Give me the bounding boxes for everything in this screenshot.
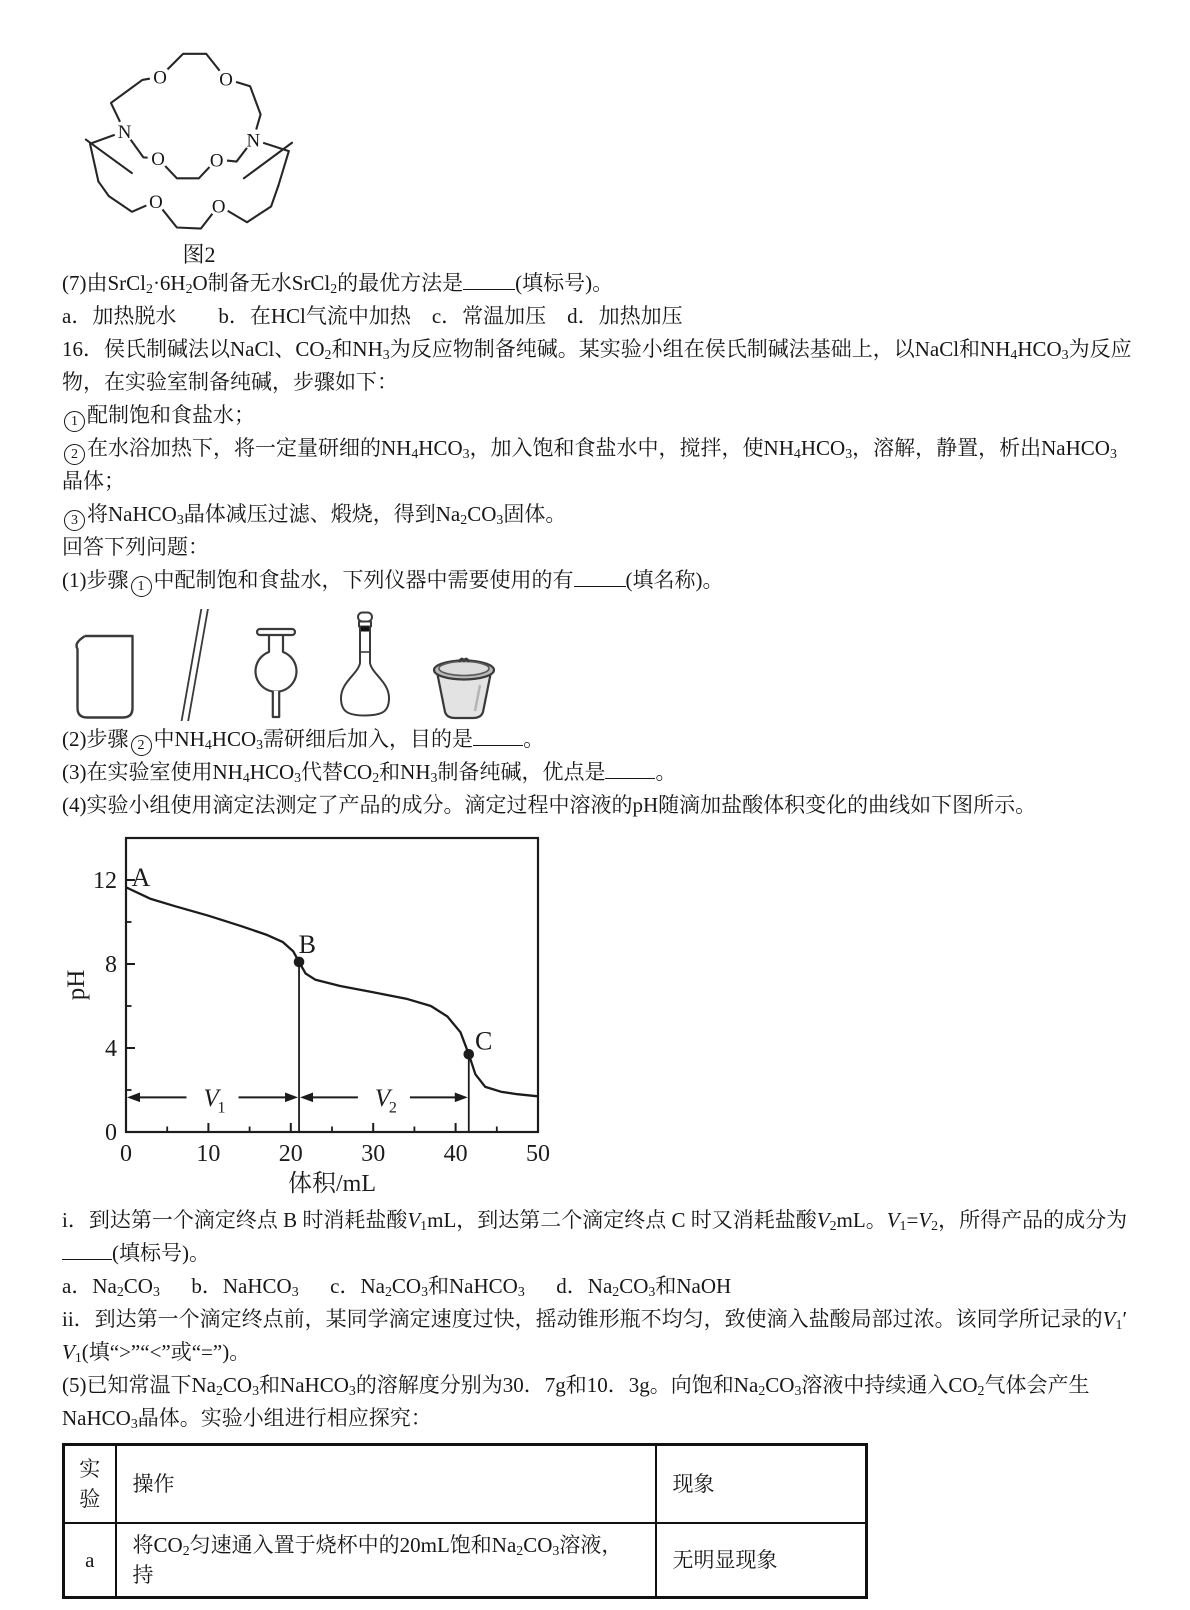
figure-caption: 图2 <box>182 242 216 267</box>
svg-text:O: O <box>209 150 224 172</box>
svg-text:8: 8 <box>105 952 117 978</box>
svg-text:O: O <box>151 149 165 171</box>
question-16-intro: 16．侯氏制碱法以NaCl、$CO_2$和$NH_3$为反应物制备纯碱。某实验小组在侯氏制碱法基础上，以NaCl和$NH_4HCO_3$为反应物，在实验室制备纯碱，步骤如下： <box>62 337 1132 394</box>
step-2: 2 在水浴加热下，将一定量研细的$NH_4HCO_3$，加入饱和食盐水中，搅拌，使$NH_4HCO_3$，溶解，静置，析出NaHCO$_3$晶体； <box>62 436 1117 493</box>
answer-prompt: 回答下列问题： <box>62 535 209 559</box>
svg-text:体积/mL: 体积/mL <box>288 1171 376 1197</box>
header-phenomenon: 现象 <box>656 1445 867 1523</box>
question-1: (1)步骤 1 中配制饱和食盐水，下列仪器中需要使用的有 (填名称)。 <box>62 564 1136 597</box>
header-experiment: 实验 <box>64 1445 116 1523</box>
row-a-phenomenon: 无明显现象 <box>656 1523 867 1598</box>
row-a-id: a <box>64 1523 116 1598</box>
svg-text:O: O <box>211 196 226 218</box>
svg-text:V: V <box>374 1084 391 1112</box>
step-3: 3 将NaHCO$_3$晶体减压过滤、煅烧，得到$Na_2CO_3$固体。 <box>62 498 1136 531</box>
molecule-structure-icon <box>76 14 306 239</box>
svg-text:O: O <box>153 67 167 89</box>
sub-question-ii: ii．到达第一个滴定终点前，某同学滴定速度过快，摇动锥形瓶不均匀，致使滴入盐酸局部过浓。该同学所记录的$V_1'$ $V_1$(填“>”“<”或“=”)。 <box>62 1307 1133 1366</box>
molecule-figure <box>76 14 322 267</box>
beaker-icon <box>72 633 138 721</box>
svg-text:O: O <box>149 192 163 214</box>
svg-text:2: 2 <box>388 1099 397 1117</box>
header-operation: 操作 <box>116 1445 656 1523</box>
svg-text:30: 30 <box>361 1141 386 1167</box>
svg-text:12: 12 <box>93 868 117 894</box>
sub-question-i: i．到达第一个滴定终点 B 时消耗盐酸$V_1mL$，到达第二个滴定终点 C 时又消耗盐酸$V_2mL$。$V_1=V_2$，所得产品的成分为(填标号)。 <box>62 1208 1128 1265</box>
svg-text:N: N <box>246 130 261 152</box>
svg-text:4: 4 <box>105 1036 117 1062</box>
question-5: (5)已知常温下$Na_2CO_3$和NaHCO$_3$的溶解度分别为30．7g和10．3g。向饱和$Na_2CO_3$溶液中持续通入$CO_2$气体会产生NaHCO$_3$晶体。实验小组进行相应探究： <box>62 1373 1090 1432</box>
step-1: 1 配制饱和食盐水； <box>62 399 1136 432</box>
svg-text:O: O <box>219 69 233 91</box>
svg-text:B: B <box>298 930 316 960</box>
svg-text:V: V <box>203 1084 219 1112</box>
question-4: (4)实验小组使用滴定法测定了产品的成分。滴定过程中溶液的pH随滴加盐酸体积变化的曲线如下图所示。 <box>62 793 1037 817</box>
svg-text:20: 20 <box>278 1141 303 1167</box>
svg-text:10: 10 <box>196 1141 221 1167</box>
titration-chart-svg <box>62 828 562 1198</box>
svg-text:0: 0 <box>120 1141 132 1167</box>
table-header-row <box>64 1445 867 1523</box>
question-2: (2)步骤 2 中$NH_4HCO_3$需研细后加入，目的是 。 <box>62 723 1136 756</box>
question-3: (3)在实验室使用$NH_4HCO_3$代替$CO_2$和$NH_3$制备纯碱，优点是 。 <box>62 760 677 786</box>
table-row <box>64 1523 867 1598</box>
svg-text:N: N <box>117 122 132 144</box>
separating-funnel-icon <box>252 625 300 721</box>
svg-text:1: 1 <box>217 1099 226 1117</box>
equipment-row <box>72 601 1136 721</box>
question-7-options: a．加热脱水 b．在HCl气流中加热 c．常温加压 d．加热加压 <box>62 304 683 328</box>
titration-chart <box>62 828 1136 1204</box>
volumetric-flask-icon <box>336 611 394 721</box>
glass-rod-icon <box>174 609 216 721</box>
crucible-icon <box>430 655 498 721</box>
row-a-operation: 将$CO_2$匀速通入置于烧杯中的20mL饱和$Na_2CO_3$溶液，持 <box>116 1523 656 1598</box>
svg-text:A: A <box>131 862 151 892</box>
svg-text:0: 0 <box>105 1120 117 1146</box>
sub-question-i-options: a．$Na_2CO_3$ b．NaHCO$_3$ c．$Na_2CO_3$和NaHCO$_3$ d．$Na_2CO_3$和NaOH <box>62 1274 732 1300</box>
question-7-text: (7)由$SrCl_2\cdot 6H_2O$制备无水SrCl$_2$的最优方法是 (填标号)。 <box>62 271 614 297</box>
svg-text:40: 40 <box>443 1141 468 1167</box>
svg-text:pH: pH <box>63 969 90 1001</box>
experiment-table <box>62 1443 868 1599</box>
svg-text:50: 50 <box>526 1141 550 1167</box>
svg-text:C: C <box>474 1026 493 1056</box>
